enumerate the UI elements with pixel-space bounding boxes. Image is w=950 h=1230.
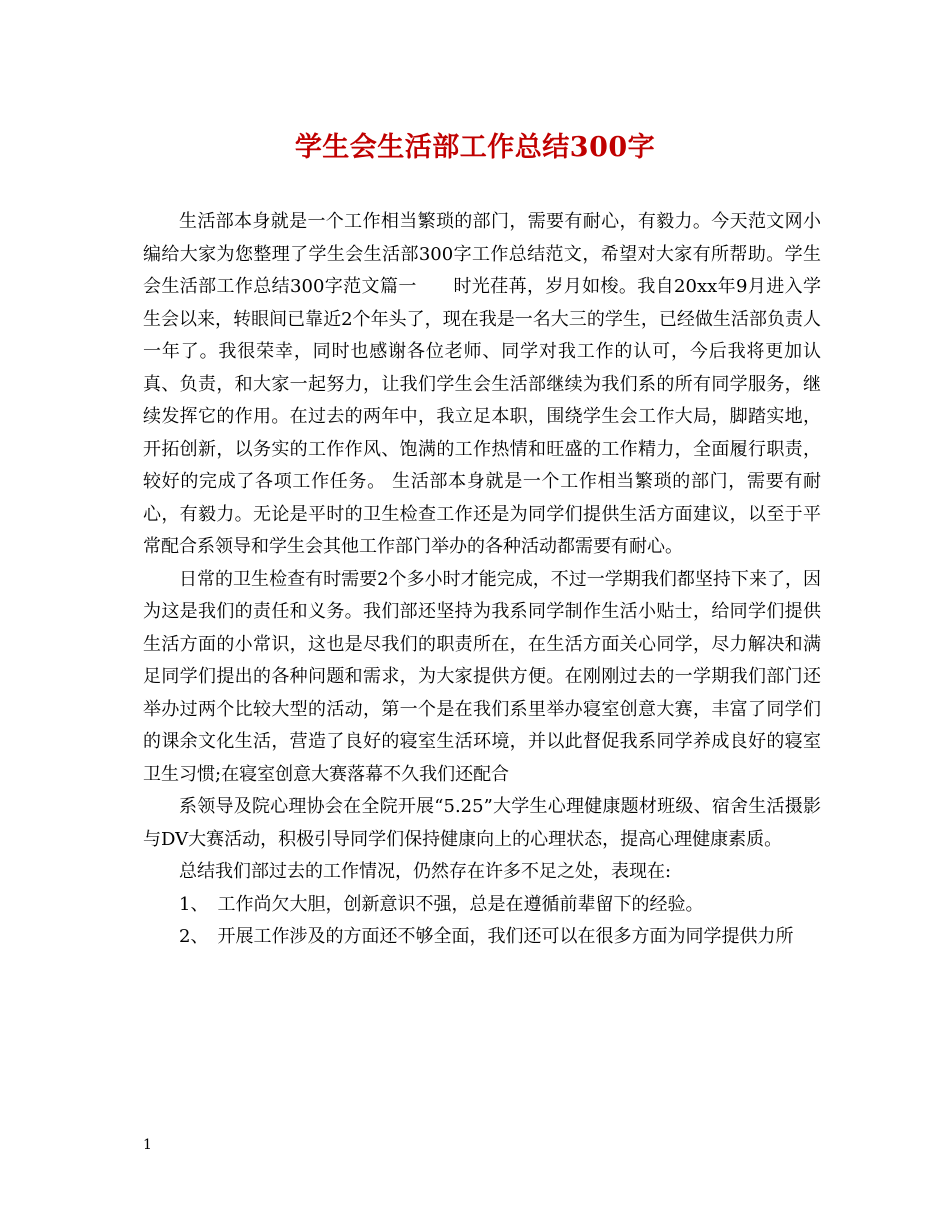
page-number: 1 xyxy=(143,1137,152,1153)
list-item-1: 1、 工作尚欠大胆，创新意识不强，总是在遵循前辈留下的经验。 xyxy=(179,893,704,915)
document-body xyxy=(143,206,821,954)
paragraph-shortcomings-intro: 总结我们部过去的工作情况，仍然存在许多不足之处，表现在: xyxy=(179,861,672,882)
paragraph-intro: 生活部本身就是一个工作相当繁琐的部门，需要有耐心，有毅力。今天范文网小编给大家为您整理了学生会生活部300字工作总结范文，希望对大家有所帮助。学生会生活部工作总结300字范文篇一 时光荏苒，岁月如梭。我自20xx年9月进入学生会以来，转眼间已靠近2个年头了，现在我是一名大三的学生，已经做生活部负责人一年了。我很荣幸，同时也感谢各位老师、同学对我工作的认可，今后我将更加认真、负责，和大家一起努力，让我们学生会生活部继续为我们系的所有同学服务，继续发挥它的作用。在过去的两年中，我立足本职，围绕学生会工作大局，脚踏实地，开拓创新，以务实的工作作风、饱满的工作热情和旺盛的工作精力，全面履行职责，较好的完成了各项工作任务。 生活部本身就是一个工作相当繁琐的部门，需要有耐心，有毅力。无论是平时的卫生检查工作还是为同学们提供生活方面建议，以至于平常配合系领导和学生会其他工作部门举办的各种活动都需要有耐心。 xyxy=(143,211,821,557)
list-item-2: 2、 开展工作涉及的方面还不够全面，我们还可以在很多方面为同学提供力所 xyxy=(179,926,794,947)
paragraph-daily-inspection: 日常的卫生检查有时需要2个多小时才能完成，不过一学期我们都坚持下来了，因为这是我们的责任和义务。我们部还坚持为我系同学制作生活小贴士，给同学们提供生活方面的小常识，这也是尽我们的职责所在，在生活方面关心同学，尽力解决和满足同学们提出的各种问题和需求，为大家提供方便。在刚刚过去的一学期我们部门还举办过两个比较大型的活动，第一个是在我们系里举办寝室创意大赛，丰富了同学们的课余文化生活，营造了良好的寝室生活环境，并以此督促我系同学养成良好的寝室卫生习惯;在寝室创意大赛落幕不久我们还配合 xyxy=(143,568,821,785)
document-title: 学生会生活部工作总结300字 xyxy=(294,132,656,163)
paragraph-psychology-contest: 系领导及院心理协会在全院开展“5.25”大学生心理健康题材班级、宿舍生活摄影与DV大赛活动，积极引导同学们保持健康向上的心理状态，提高心理健康素质。 xyxy=(143,796,821,850)
